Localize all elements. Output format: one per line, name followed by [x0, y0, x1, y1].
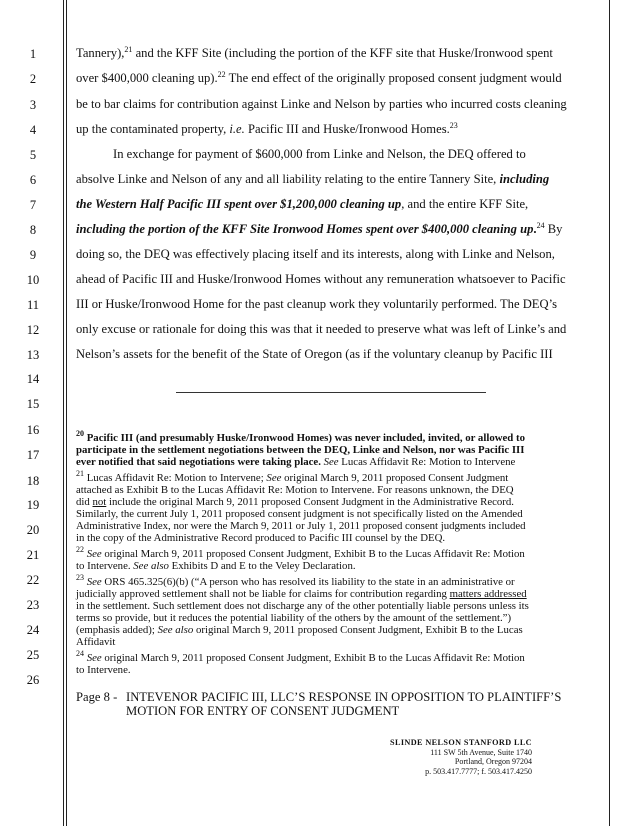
line-number: 7 [29, 198, 37, 212]
footnote-number: 20 [76, 429, 84, 438]
line-number: 22 [26, 573, 40, 587]
footnote-number: 21 [76, 469, 84, 478]
line-number: 1 [29, 47, 37, 61]
line-number: 20 [26, 523, 40, 537]
footnote-line: $^{24}$ See original March 9, 2011 proposed Consent Judgment, Exhibit B to the Lucas Affidavit Re: Motion [76, 649, 525, 664]
footnote-line: terms so provide, but it reduces the potential liability of the others by the amount of the settlement.”) [76, 612, 512, 624]
line-number: 4 [29, 123, 37, 137]
body-line: ahead of Pacific III and Huske/Ironwood Homes without any remuneration whatsoever to Pacific [76, 272, 566, 286]
line-number: 21 [26, 548, 40, 562]
footnote-number: 24 [76, 649, 84, 658]
footnote-line: Affidavit [76, 636, 116, 648]
line-number: 3 [29, 98, 37, 112]
line-number: 14 [26, 372, 40, 386]
footnote-line: in the copy of the Administrative Record produced to Pacific III counsel by the DEQ. [76, 532, 446, 544]
footnote-number: 23 [76, 573, 84, 582]
body-line: absolve Linke and Nelson of any and all liability relating to the entire Tannery Site, including [76, 172, 550, 186]
line-number: 24 [26, 623, 40, 637]
body-line: In exchange for payment of $600,000 from Linke and Nelson, the DEQ offered to [113, 147, 526, 161]
firm-phone: p. 503.417.7777; f. 503.417.4250 [425, 766, 532, 776]
left-margin-rule-inner [66, 0, 67, 826]
footnote-line: judicially approved settlement shall not be liable for claims for contribution regarding matters addressed [76, 588, 527, 600]
document-title: INTEVENOR PACIFIC III, LLC’S RESPONSE IN OPPOSITION TO PLAINTIFF’S MOTION FOR ENTRY OF CONSENT JUDGMENT [126, 690, 562, 718]
line-number: 17 [26, 448, 40, 462]
line-number: 2 [29, 72, 37, 86]
footnote-line: in the settlement. Such settlement does not discharge any of the other potentially liable persons unless its [76, 600, 529, 612]
footnote-line: $^{20}$ Pacific III (and presumably Huske/Ironwood Homes) was never included, invited, or allowed to [76, 429, 526, 444]
firm-address-line: 111 SW 5th Avenue, Suite 1740 [430, 747, 532, 757]
footnote-line: $^{23}$ See ORS 465.325(6)(b) (“A person who has resolved its liability to the state in an administrative or [76, 573, 515, 588]
footnote-ref: 22 [217, 70, 226, 79]
firm-block [390, 738, 532, 776]
line-number: 12 [26, 323, 40, 337]
body-line: the Western Half Pacific III spent over $1,200,000 cleaning up, and the entire KFF Site, [76, 197, 529, 211]
line-number: 23 [26, 598, 40, 612]
footnote-separator [176, 392, 486, 393]
body-line: Tannery),$^{21}$ and the KFF Site (including the portion of the KFF site that Huske/Ironwood spent [76, 45, 553, 60]
body-line: be to bar claims for contribution against Linke and Nelson by parties who incurred costs cleaning [76, 97, 567, 111]
footnote-line: Administrative Index, nor were the March 9, 2011 or July 1, 2011 proposed consent judgments included [76, 520, 526, 532]
line-number: 13 [26, 348, 40, 362]
line-number: 11 [26, 298, 40, 312]
page-footer [76, 690, 561, 718]
footnote-line: attached as Exhibit B to the Lucas Affidavit Re: Motion to Intervene. For reasons unknown, the DEQ [76, 484, 514, 496]
line-number: 15 [26, 397, 40, 411]
left-margin-rule-outer [63, 0, 64, 826]
line-number: 26 [26, 673, 40, 687]
footnote-line: $^{22}$ See original March 9, 2011 proposed Consent Judgment, Exhibit B to the Lucas Affidavit Re: Motion [76, 545, 525, 560]
firm-name: SLINDE NELSON STANFORD LLC [390, 738, 532, 747]
footnote-number: 22 [76, 545, 84, 554]
footnote-ref: 23 [449, 121, 458, 130]
line-number: 5 [29, 148, 37, 162]
page-number: Page 8 - [76, 690, 118, 704]
footnote-line: Similarly, the current July 1, 2011 proposed consent judgment is not specifically listed on the Amended [76, 508, 523, 520]
line-number: 16 [26, 423, 40, 437]
footnote-ref: 24 [536, 221, 545, 230]
footnote-line: to Intervene. [76, 664, 131, 676]
line-number: 18 [26, 474, 40, 488]
footnote-line: to Intervene. See also Exhibits D and E to the Veley Declaration. [76, 560, 356, 572]
footnote-line: (emphasis added); See also original March 9, 2011 proposed Consent Judgment, Exhibit B to the Lucas [76, 624, 523, 636]
body-line: III or Huske/Ironwood Home for the past cleanup work they voluntarily performed. The DEQ’s [76, 297, 557, 311]
line-number: 19 [26, 498, 40, 512]
line-number: 10 [26, 273, 40, 287]
footnote-line: participate in the settlement negotiations between the DEQ, Linke and Nelson, nor was Pacific III [76, 444, 525, 456]
body-line: Nelson’s assets for the benefit of the State of Oregon (as if the voluntary cleanup by Pacific III [76, 347, 553, 361]
footnote-line: ever notified that said negotiations were taking place. See Lucas Affidavit Re: Motion to Intervene [76, 456, 516, 468]
line-number: 25 [26, 648, 40, 662]
footnote-line: did not include the original March 9, 2011 proposed Consent Judgment in the Administrative Record. [76, 496, 515, 508]
body-line: doing so, the DEQ was effectively placing itself and its interests, along with Linke and Nelson, [76, 247, 555, 261]
footnote-ref: 21 [124, 45, 133, 54]
body-line: only excuse or rationale for doing this was that it needed to preserve what was left of Linke’s and [76, 322, 567, 336]
body-line: including the portion of the KFF Site Ironwood Homes spent over $400,000 cleaning up.$^{24}$ By [76, 221, 563, 236]
right-margin-rule [609, 0, 610, 826]
body-line: up the contaminated property, i.e. Pacific III and Huske/Ironwood Homes.$^{23}$ [76, 121, 458, 136]
firm-address-line: Portland, Oregon 97204 [454, 757, 532, 766]
line-number: 8 [29, 223, 37, 237]
body-line: over $400,000 cleaning up).$^{22}$ The end effect of the originally proposed consent judgment would [76, 70, 562, 85]
line-number: 9 [29, 248, 37, 262]
footnote-line: $^{21}$ Lucas Affidavit Re: Motion to Intervene; See original March 9, 2011 proposed Consent Judgment [76, 469, 509, 484]
line-number: 6 [29, 173, 37, 187]
